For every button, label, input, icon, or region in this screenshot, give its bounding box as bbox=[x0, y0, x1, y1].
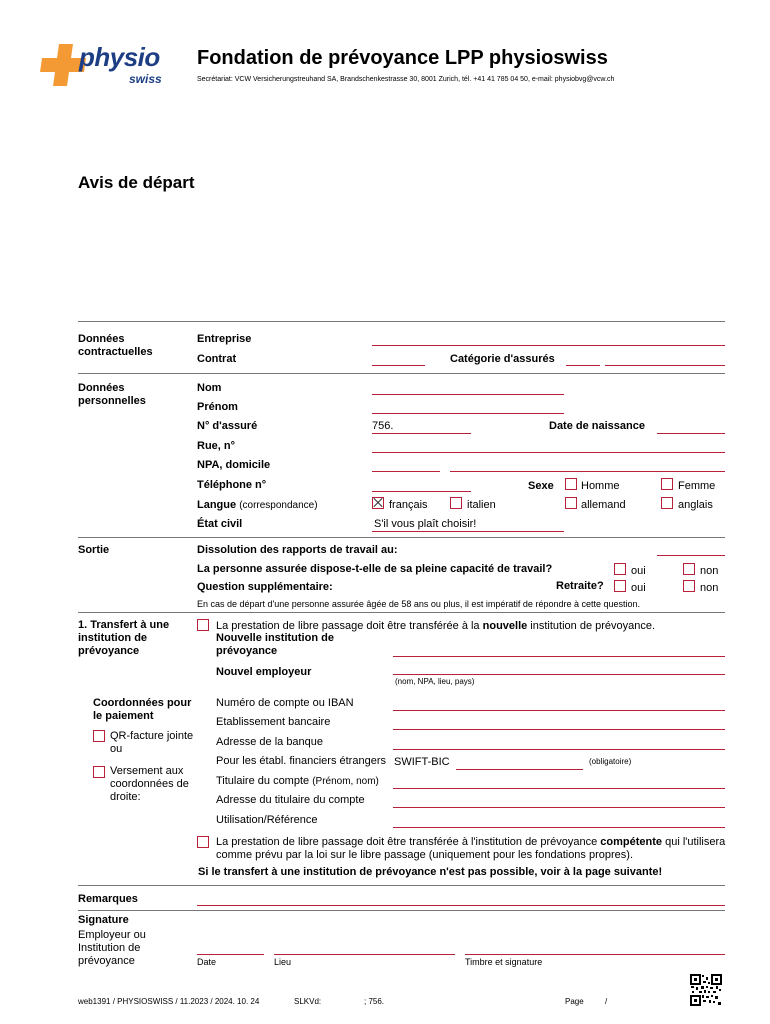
field-banque[interactable] bbox=[393, 729, 725, 730]
footer-ahv: ; 756. bbox=[364, 997, 385, 1006]
checkbox-anglais[interactable] bbox=[661, 497, 673, 509]
label-allemand: allemand bbox=[581, 499, 626, 511]
label-no-assure: N° d'assuré bbox=[197, 420, 258, 432]
label-nouvel-employeur: Nouvel employeur bbox=[216, 666, 312, 678]
opt1-text-bold: nouvelle bbox=[482, 620, 528, 632]
checkbox-capacite-oui[interactable] bbox=[614, 563, 626, 575]
section-contractual: Données contractuelles bbox=[78, 333, 153, 358]
label-signature: Signature bbox=[78, 914, 129, 926]
qr-code-icon bbox=[690, 974, 722, 1006]
checkbox-retraite-non[interactable] bbox=[683, 580, 695, 592]
logo bbox=[40, 42, 175, 92]
checkbox-francais-checked[interactable] bbox=[372, 497, 384, 509]
section-divider bbox=[78, 373, 725, 374]
label-retraite-oui: oui bbox=[631, 582, 646, 594]
caption-date: Date bbox=[197, 957, 217, 967]
field-adresse-titulaire[interactable] bbox=[393, 807, 725, 808]
field-swift[interactable] bbox=[456, 769, 583, 770]
caption-lieu: Lieu bbox=[274, 957, 292, 967]
label-langue-text: Langue bbox=[197, 499, 237, 511]
field-etat-civil bbox=[372, 531, 564, 532]
value-no-assure[interactable]: 756. bbox=[372, 420, 394, 432]
checkbox-capacite-non[interactable] bbox=[683, 563, 695, 575]
select-etat-civil[interactable]: S'il vous plaît choisir! bbox=[374, 518, 477, 530]
label-etrangers: Pour les établ. financiers étrangers bbox=[216, 755, 386, 767]
label-contrat: Contrat bbox=[197, 353, 237, 365]
label-femme: Femme bbox=[678, 480, 716, 492]
coord-paiement-title: Coordonnées pour le paiement bbox=[93, 697, 192, 722]
label-rue: Rue, n° bbox=[197, 440, 236, 452]
label-homme: Homme bbox=[581, 480, 620, 492]
label-francais: français bbox=[389, 499, 428, 511]
section-divider bbox=[78, 321, 725, 322]
checkbox-qr-facture[interactable] bbox=[93, 730, 105, 742]
label-remarques: Remarques bbox=[78, 893, 138, 905]
checkbox-italien[interactable] bbox=[450, 497, 462, 509]
hint-obligatoire: (obligatoire) bbox=[589, 757, 632, 766]
field-rue[interactable] bbox=[372, 452, 725, 453]
field-utilisation[interactable] bbox=[393, 827, 725, 828]
field-prenom[interactable] bbox=[372, 413, 564, 414]
checkbox-versement[interactable] bbox=[93, 766, 105, 778]
field-titulaire[interactable] bbox=[393, 788, 725, 789]
field-dissolution[interactable] bbox=[657, 555, 725, 556]
field-iban[interactable] bbox=[393, 710, 725, 711]
label-nom: Nom bbox=[197, 382, 222, 394]
section-sortie: Sortie bbox=[78, 544, 110, 556]
label-titulaire bbox=[216, 775, 379, 788]
checkbox-homme[interactable] bbox=[565, 478, 577, 490]
field-contrat[interactable] bbox=[372, 365, 425, 366]
section-divider bbox=[78, 910, 725, 911]
field-nouvelle-institution[interactable] bbox=[393, 656, 725, 657]
opt1-text-pre: La prestation de libre passage doit être transférée à la bbox=[216, 620, 483, 632]
checkbox-institution-competente[interactable] bbox=[197, 836, 209, 848]
field-date-naissance[interactable] bbox=[657, 433, 725, 434]
opt1-text-post: institution de prévoyance. bbox=[527, 620, 656, 632]
label-utilisation: Utilisation/Référence bbox=[216, 814, 318, 826]
checkbox-femme[interactable] bbox=[661, 478, 673, 490]
hint-nom-npa: (nom, NPA, lieu, pays) bbox=[395, 677, 475, 686]
label-langue bbox=[197, 499, 318, 512]
field-nouvel-employeur[interactable] bbox=[393, 674, 725, 675]
label-date-naissance: Date de naissance bbox=[549, 420, 645, 432]
label-capacite-non: non bbox=[700, 565, 719, 577]
sortie-note: En cas de départ d'une personne assurée âgée de 58 ans ou plus, il est impératif de répondre à cette question. bbox=[197, 599, 641, 609]
label-npa: NPA, domicile bbox=[197, 459, 271, 471]
label-iban: Numéro de compte ou IBAN bbox=[216, 697, 354, 709]
label-anglais: anglais bbox=[678, 499, 713, 511]
label-question: Question supplémentaire: bbox=[197, 581, 333, 593]
opt2-text-post: qui l'utilisera comme prévu par la loi sur le libre passage (uniquement pour les fondations propres). bbox=[216, 836, 726, 861]
label-telephone: Téléphone n° bbox=[197, 479, 267, 491]
label-etat-civil: État civil bbox=[197, 518, 243, 530]
label-sexe: Sexe bbox=[528, 480, 554, 492]
checkbox-allemand[interactable] bbox=[565, 497, 577, 509]
section-personal: Données personnelles bbox=[78, 382, 146, 407]
field-adresse-banque[interactable] bbox=[393, 749, 725, 750]
label-titulaire-text: Titulaire du compte bbox=[216, 775, 310, 787]
footer-ref: web1391 / PHYSIOSWISS / 11.2023 / 2024. 10. 24 bbox=[78, 997, 260, 1006]
secretariat-line: Secrétariat: VCW Versicherungstreuhand SA, Brandschenkestrasse 30, 8001 Zurich, tél. +41 41 785 04 50, e-mail: physiobvg@vcw.ch bbox=[197, 76, 615, 83]
field-entreprise[interactable] bbox=[372, 345, 725, 346]
field-date[interactable] bbox=[197, 954, 264, 955]
section-divider bbox=[78, 612, 725, 613]
opt2-text-bold: compétente bbox=[600, 836, 663, 848]
field-npa[interactable] bbox=[372, 471, 440, 472]
checkbox-nouvelle-institution[interactable] bbox=[197, 619, 209, 631]
field-nom[interactable] bbox=[372, 394, 564, 395]
logo-text-swiss: swiss bbox=[129, 72, 162, 86]
footer-page: Page bbox=[565, 997, 584, 1006]
section-divider bbox=[78, 885, 725, 886]
logo-text-physio: physio bbox=[79, 42, 160, 72]
label-adresse-banque: Adresse de la banque bbox=[216, 736, 324, 748]
field-no-assure[interactable] bbox=[372, 433, 471, 434]
footer-slkvd: SLKVd: bbox=[294, 997, 322, 1006]
field-telephone[interactable] bbox=[372, 491, 471, 492]
field-remarques[interactable] bbox=[197, 905, 725, 906]
label-nouvelle-institution: Nouvelle institution de prévoyance bbox=[216, 632, 334, 657]
label-titulaire-note: (Prénom, nom) bbox=[312, 776, 379, 787]
section-transfert: 1. Transfert à une institution de prévoyance bbox=[78, 619, 170, 657]
label-qr-facture: QR-facture jointe ou bbox=[110, 730, 194, 755]
footer-page-slash: / bbox=[605, 997, 608, 1006]
label-banque: Etablissement bancaire bbox=[216, 716, 331, 728]
caption-timbre: Timbre et signature bbox=[465, 957, 543, 967]
opt2-text-pre: La prestation de libre passage doit être transférée à l'institution de prévoyance bbox=[216, 836, 601, 848]
label-categorie: Catégorie d'assurés bbox=[450, 353, 555, 365]
field-timbre-signature[interactable] bbox=[465, 954, 725, 955]
label-capacite-oui: oui bbox=[631, 565, 646, 577]
label-versement: Versement aux coordonnées de droite: bbox=[110, 765, 189, 803]
checkbox-retraite-oui[interactable] bbox=[614, 580, 626, 592]
label-capacite: La personne assurée dispose-t-elle de sa pleine capacité de travail? bbox=[197, 563, 553, 575]
field-categorie-1[interactable] bbox=[566, 365, 600, 366]
label-signature-sub: Employeur ou Institution de prévoyance bbox=[78, 929, 146, 967]
label-prenom: Prénom bbox=[197, 401, 238, 413]
option-institution-competente bbox=[216, 836, 726, 862]
field-categorie-2[interactable] bbox=[605, 365, 725, 366]
label-entreprise: Entreprise bbox=[197, 333, 252, 345]
label-swift: SWIFT-BIC bbox=[394, 756, 450, 768]
label-adresse-titulaire: Adresse du titulaire du compte bbox=[216, 794, 365, 806]
transfert-suite-note: Si le transfert à une institution de prévoyance n'est pas possible, voir à la page suivante! bbox=[198, 866, 663, 878]
field-lieu[interactable] bbox=[274, 954, 455, 955]
label-retraite: Retraite? bbox=[556, 580, 604, 592]
qr-code-graphic bbox=[690, 974, 722, 1006]
label-retraite-non: non bbox=[700, 582, 719, 594]
label-italien: italien bbox=[467, 499, 496, 511]
section-divider bbox=[78, 537, 725, 538]
label-langue-note: (correspondance) bbox=[239, 500, 318, 511]
field-domicile[interactable] bbox=[450, 471, 725, 472]
page-title: Avis de départ bbox=[78, 173, 195, 192]
label-dissolution: Dissolution des rapports de travail au: bbox=[197, 544, 398, 556]
foundation-title: Fondation de prévoyance LPP physioswiss bbox=[197, 47, 608, 69]
